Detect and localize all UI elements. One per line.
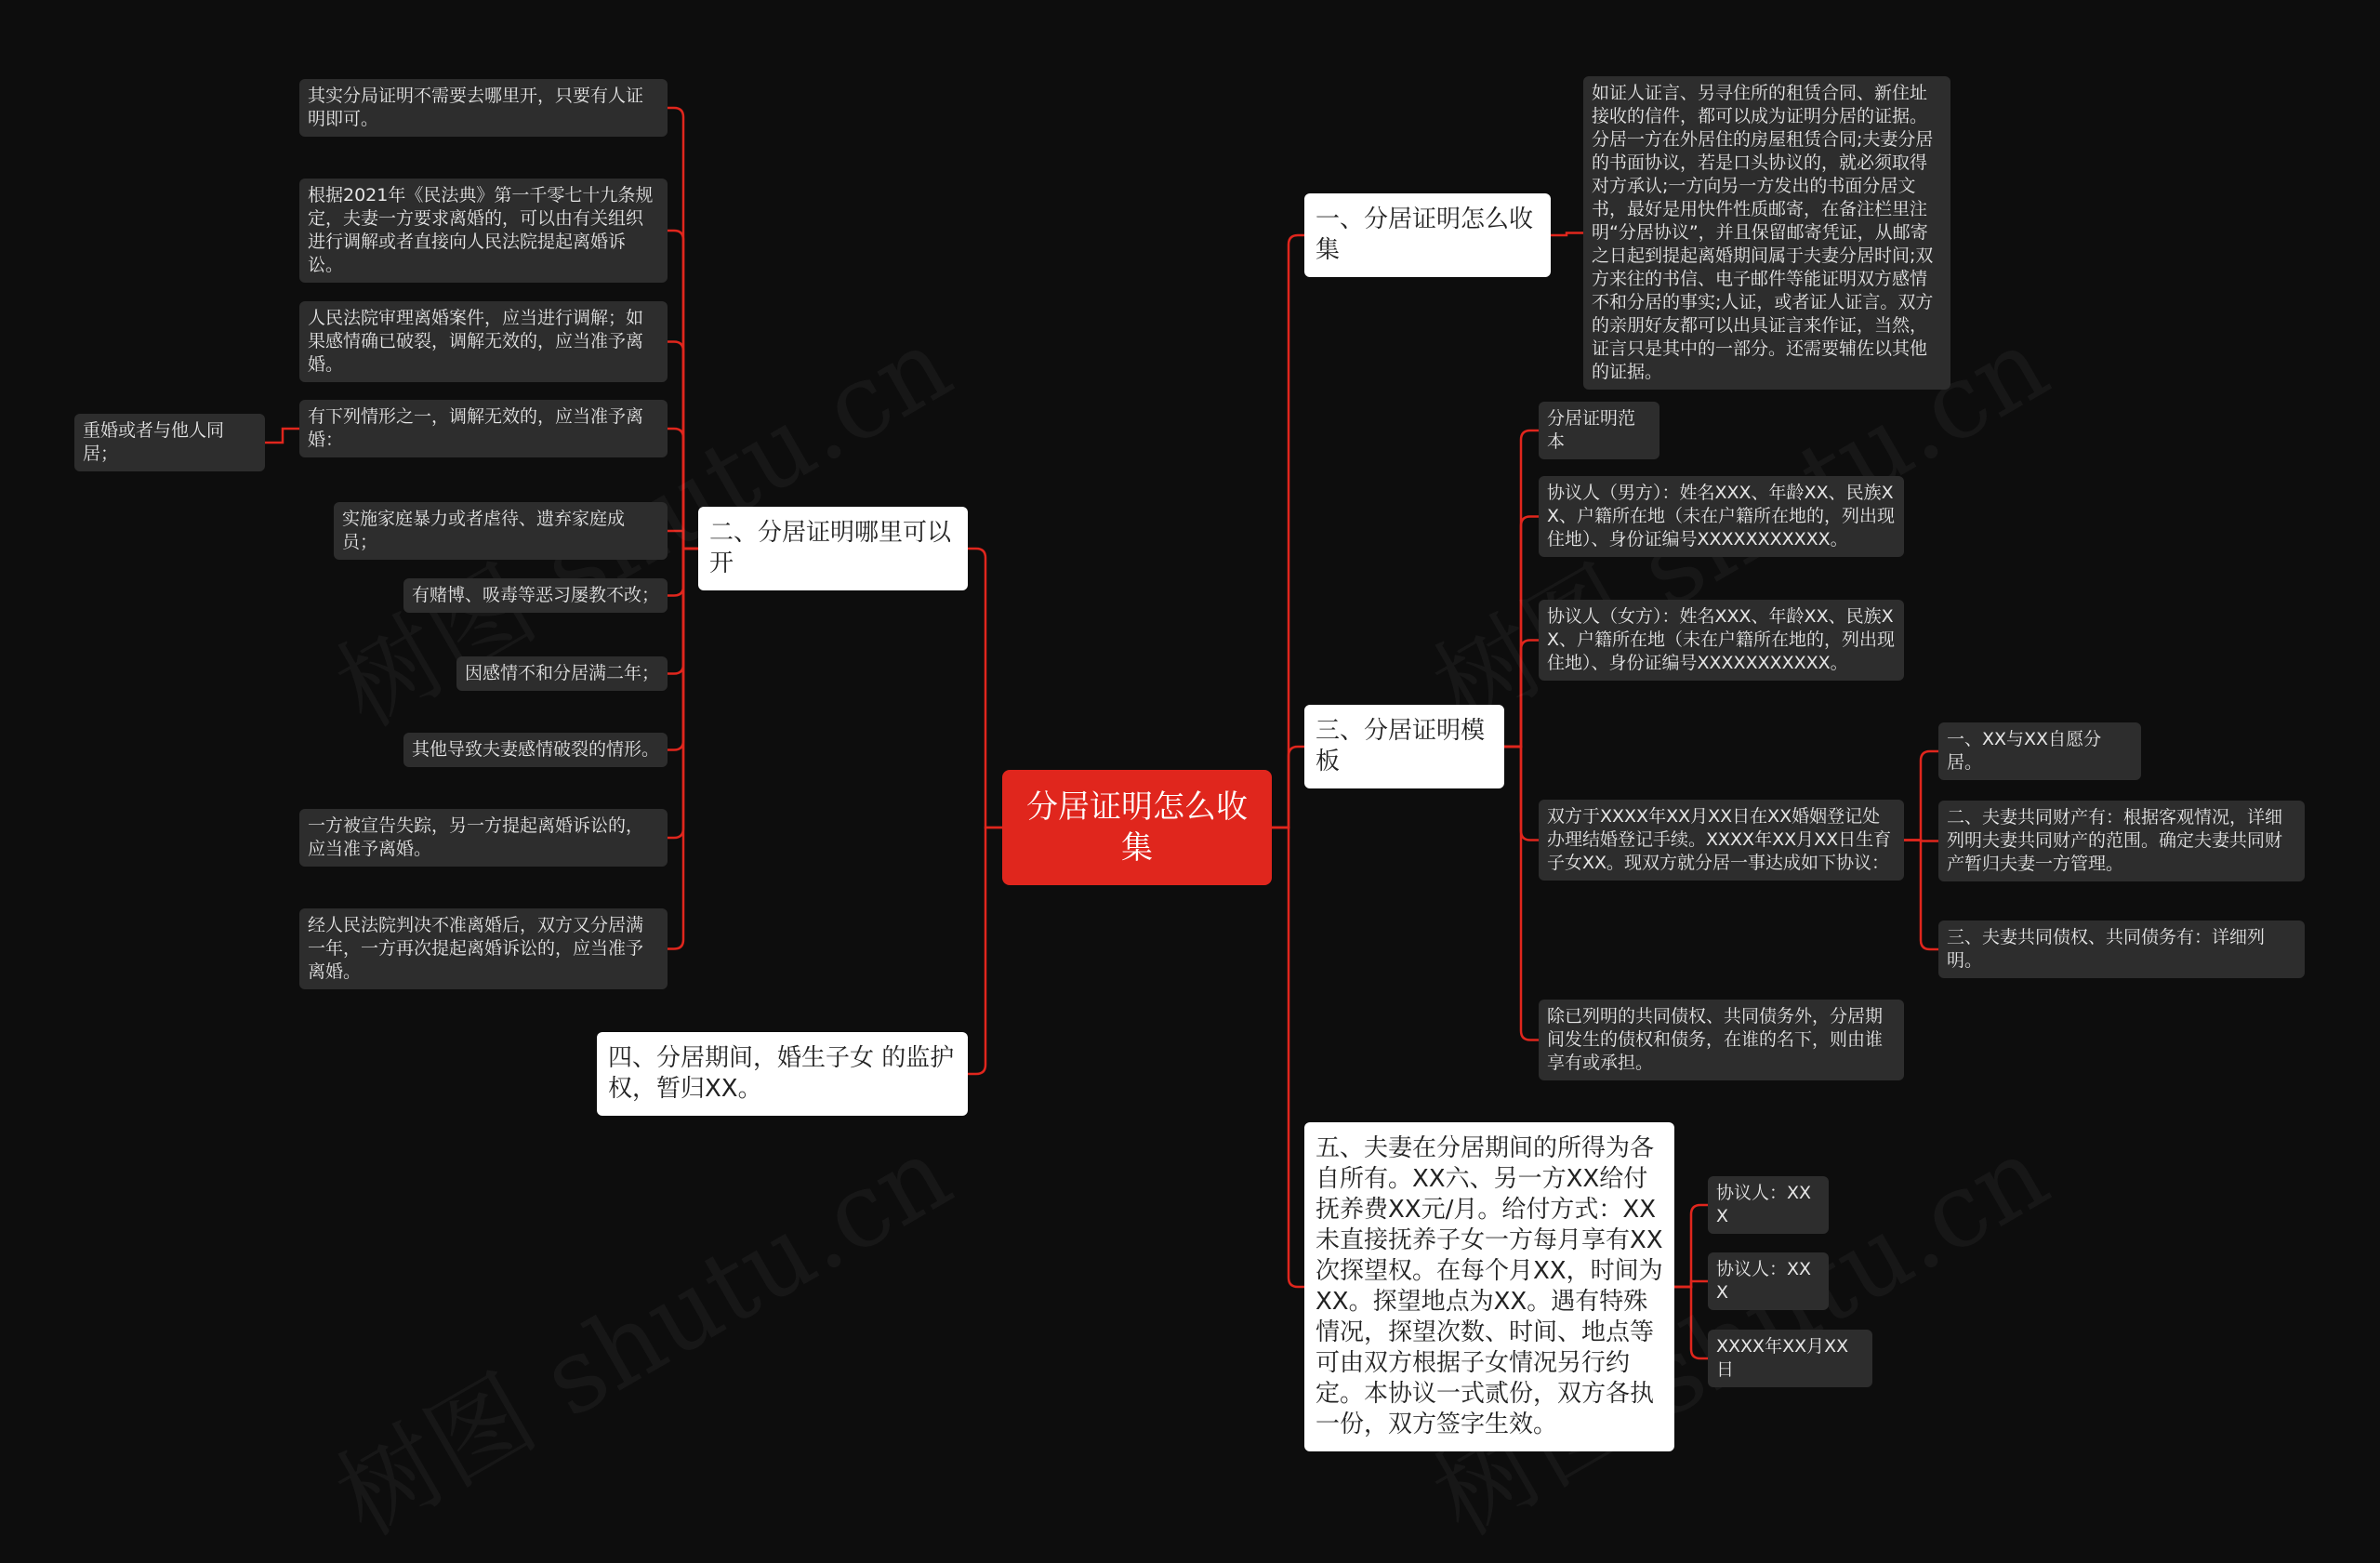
connector-line — [1551, 233, 1583, 236]
branch-3-item[interactable]: 协议人（男方）：姓名XXX、年龄XX、民族XX、户籍所在地（未在户籍所在地的，列出现住地）、身份证编号XXXXXXXXXXX。 — [1539, 476, 1904, 557]
branch-2-item[interactable]: 经人民法院判决不准离婚后，双方又分居满一年，一方再次提起离婚诉讼的，应当准予离婚。 — [299, 908, 668, 989]
branch-2-item[interactable]: 根据2021年《民法典》第一千零七十九条规定，夫妻一方要求离婚的，可以由有关组织进行调解或者直接向人民法院提起离婚诉讼。 — [299, 179, 668, 283]
branch-2-topic[interactable]: 二、分居证明哪里可以开 — [698, 507, 968, 590]
connector-line — [968, 549, 1002, 828]
connector-line — [1674, 1287, 1708, 1358]
branch-4-topic[interactable]: 四、分居期间，婚生子女 的监护权，暂归XX。 — [597, 1032, 968, 1116]
connector-line — [1904, 841, 1938, 950]
root-topic[interactable]: 分居证明怎么收集 — [1002, 770, 1272, 885]
branch-2-item[interactable]: 因感情不和分居满二年； — [456, 656, 668, 691]
branch-3-item[interactable]: 分居证明范本 — [1539, 402, 1659, 459]
branch-3-item[interactable]: 双方于XXXX年XX月XX日在XX婚姻登记处办理结婚登记手续。XXXX年XX月XX日生育子女XX。现双方就分居一事达成如下协议： — [1539, 800, 1904, 881]
connector-line — [1504, 747, 1539, 1040]
connector-line — [1674, 1205, 1708, 1287]
connector-line — [1504, 641, 1539, 748]
branch-2-item[interactable]: 人民法院审理离婚案件，应当进行调解；如果感情确已破裂，调解无效的，应当准予离婚。 — [299, 301, 668, 382]
connector-line — [1904, 751, 1938, 841]
branch-2-subitem[interactable]: 重婚或者与他人同居； — [74, 414, 265, 471]
branch-2-item[interactable]: 有下列情形之一，调解无效的，应当准予离婚： — [299, 400, 668, 457]
connector-line — [1272, 235, 1304, 828]
branch-3-item[interactable]: 除已列明的共同债权、共同债务外，分居期间发生的债权和债务，在谁的名下，则由谁享有或承担。 — [1539, 1000, 1904, 1080]
branch-3-item[interactable]: 协议人（女方）：姓名XXX、年龄XX、民族XX、户籍所在地（未在户籍所在地的，列出现住地）、身份证编号XXXXXXXXXXX。 — [1539, 600, 1904, 681]
branch-5-item[interactable]: 协议人：XXX — [1708, 1252, 1829, 1310]
branch-3-subitem[interactable]: 二、夫妻共同财产有：根据客观情况，详细列明夫妻共同财产的范围。确定夫妻共同财产暂归夫妻一方管理。 — [1938, 801, 2305, 881]
branch-3-topic[interactable]: 三、分居证明模板 — [1304, 705, 1504, 788]
connector-line — [668, 531, 698, 549]
connector-line — [1272, 828, 1304, 1287]
connector-line — [968, 828, 1002, 1074]
connector-line — [265, 429, 299, 443]
branch-3-subitem[interactable]: 三、夫妻共同债权、共同债务有：详细列明。 — [1938, 921, 2305, 978]
branch-5-item[interactable]: XXXX年XX月XX日 — [1708, 1330, 1872, 1387]
branch-1-topic[interactable]: 一、分居证明怎么收集 — [1304, 193, 1551, 277]
branch-2-item[interactable]: 一方被宣告失踪，另一方提起离婚诉讼的，应当准予离婚。 — [299, 809, 668, 867]
branch-5-topic[interactable]: 五、夫妻在分居期间的所得为各自所有。XX六、另一方XX给付抚养费XX元/月。给付方式：XX未直接抚养子女一方每月享有XX次探望权。在每个月XX，时间为XX。探望地点为XX。遇有特殊情况，探望次数、时间、地点等可由双方根据子女情况另行约定。本协议一式贰份，双方各执一份，双方签字生效。 — [1304, 1122, 1674, 1451]
branch-3-subitem[interactable]: 一、XX与XX自愿分居。 — [1938, 722, 2141, 780]
branch-2-item[interactable]: 其实分局证明不需要去哪里开，只要有人证明即可。 — [299, 79, 668, 137]
branch-2-item[interactable]: 有赌博、吸毒等恶习屡教不改； — [403, 578, 668, 613]
connector-line — [1272, 747, 1304, 828]
branch-2-item[interactable]: 其他导致夫妻感情破裂的情形。 — [403, 733, 668, 767]
branch-2-item[interactable]: 实施家庭暴力或者虐待、遗弃家庭成员； — [334, 502, 668, 560]
branch-1-detail[interactable]: 如证人证言、另寻住所的租赁合同、新住址接收的信件，都可以成为证明分居的证据。分居一方在外居住的房屋租赁合同;夫妻分居的书面协议，若是口头协议的，就必须取得对方承认;一方向另一方发出的书面分居文书，最好是用快件性质邮寄，在备注栏里注明“分居协议”，并且保留邮寄凭证，从邮寄之日起到提起离婚期间属于夫妻分居时间;双方来往的书信、电子邮件等能证明双方感情不和分居的事实;人证，或者证人证言。双方的亲朋好友都可以出具证言来作证，当然，证言只是其中的一部分。还需要辅佐以其他的证据。 — [1583, 76, 1950, 390]
branch-5-item[interactable]: 协议人：XXX — [1708, 1176, 1829, 1234]
